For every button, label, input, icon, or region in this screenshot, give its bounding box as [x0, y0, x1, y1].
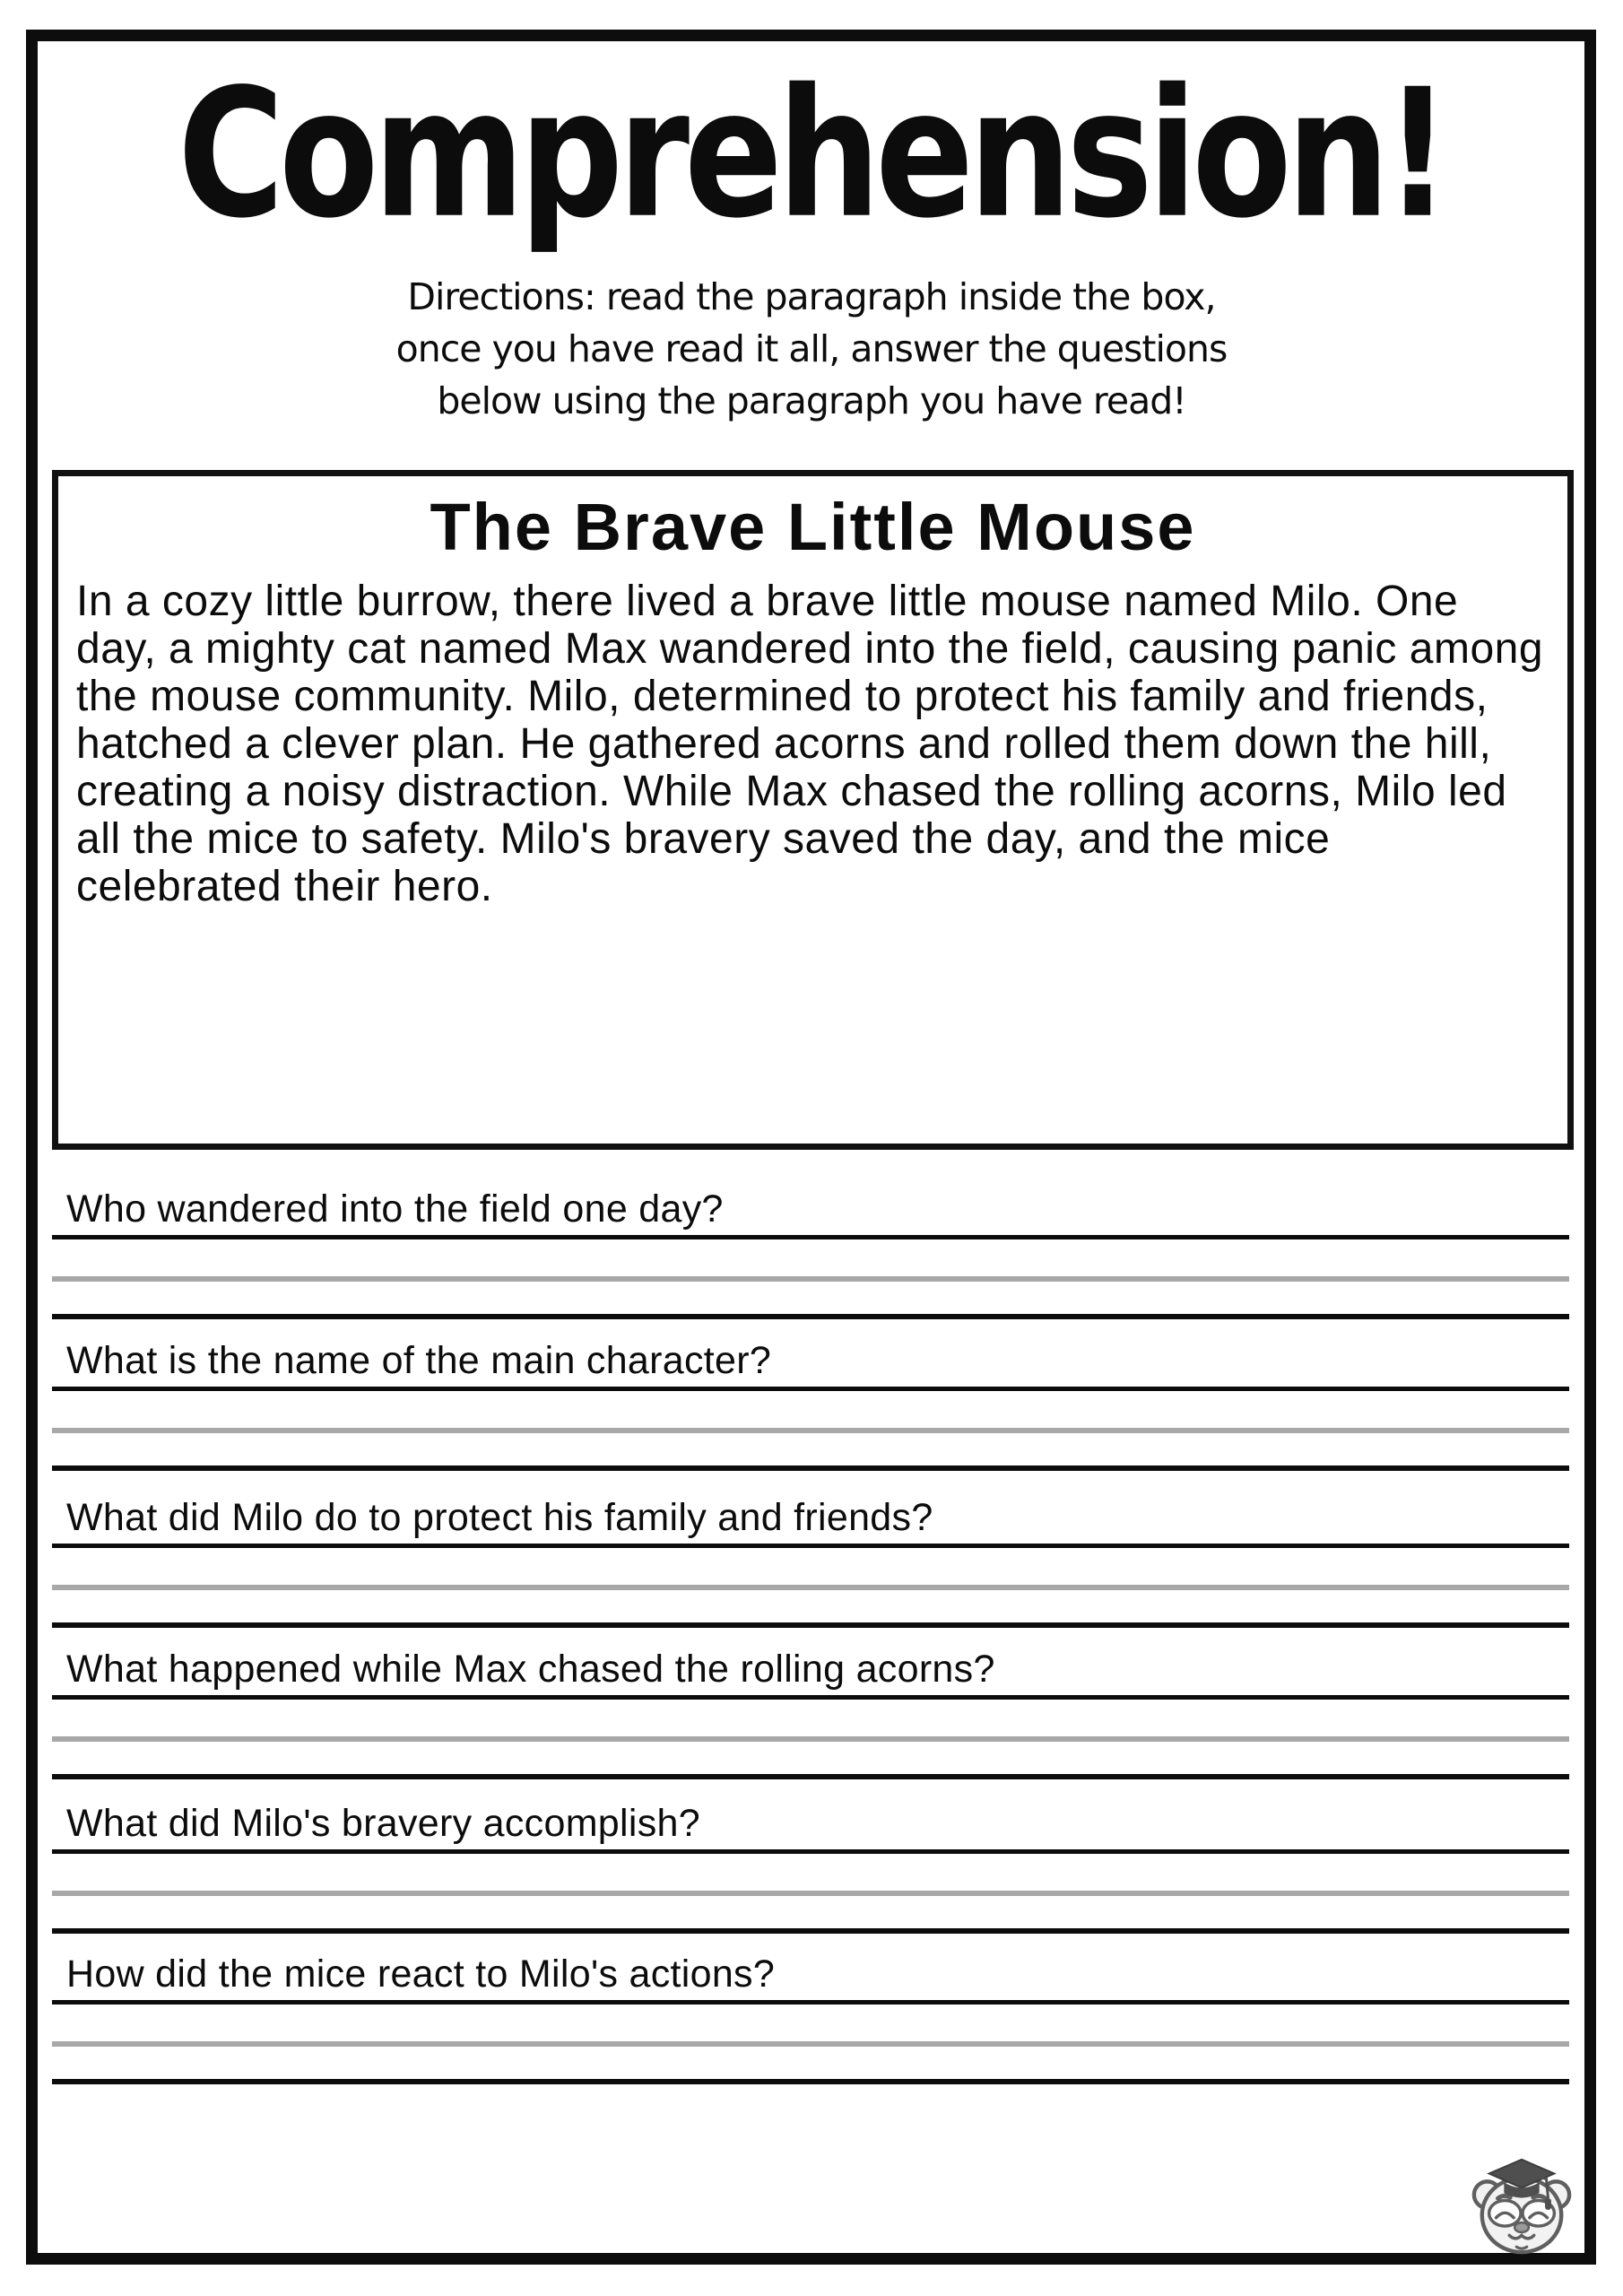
- question-text: How did the mice react to Milo's actions?: [52, 1950, 1569, 2005]
- graduate-bear-icon: [1469, 2147, 1575, 2257]
- answer-line: [52, 1585, 1569, 1590]
- question-block-2: [52, 1336, 1569, 1471]
- answer-line: [52, 1736, 1569, 1742]
- directions-line-2: once you have read it all, answer the questions: [395, 327, 1228, 370]
- question-block-3: [52, 1493, 1569, 1628]
- question-text: What did Milo's bravery accomplish?: [52, 1799, 1569, 1854]
- answer-line: [52, 1465, 1569, 1471]
- passage-box: [52, 470, 1574, 1150]
- answer-line: [52, 1891, 1569, 1896]
- passage-text: In a cozy little burrow, there lived a brave little mouse named Milo. One day, a mighty cat named Max wandered into the field, causing panic among the mouse community. Milo, determined to protect his family and friends, hatched a clever plan. He gathered acorns and rolled them down the hill, creating a noisy distraction. While Max chased the rolling acorns, Milo led all the mice to safety. Milo's bravery saved the day, and the mice celebrated their hero.: [76, 578, 1544, 910]
- directions-line-1: Directions: read the paragraph inside the box,: [407, 275, 1216, 318]
- directions-line-3: below using the paragraph you have read!: [437, 379, 1186, 422]
- question-block-6: [52, 1950, 1569, 2084]
- answer-line: [52, 1428, 1569, 1433]
- answer-line: [52, 1622, 1569, 1628]
- question-block-5: [52, 1799, 1569, 1934]
- page-title: Comprehension!: [178, 52, 1445, 258]
- passage-title: The Brave Little Mouse: [430, 490, 1196, 564]
- question-text: What happened while Max chased the rolling acorns?: [52, 1645, 1569, 1700]
- answer-line: [52, 1276, 1569, 1282]
- directions: [0, 271, 1623, 427]
- question-block-4: [52, 1645, 1569, 1779]
- answer-line: [52, 1314, 1569, 1319]
- answer-line: [52, 1774, 1569, 1779]
- answer-line: [52, 2041, 1569, 2047]
- question-block-1: [52, 1185, 1569, 1319]
- question-text: What is the name of the main character?: [52, 1336, 1569, 1391]
- answer-line: [52, 2079, 1569, 2084]
- question-text: Who wandered into the field one day?: [52, 1185, 1569, 1239]
- question-text: What did Milo do to protect his family and friends?: [52, 1493, 1569, 1548]
- answer-line: [52, 1928, 1569, 1934]
